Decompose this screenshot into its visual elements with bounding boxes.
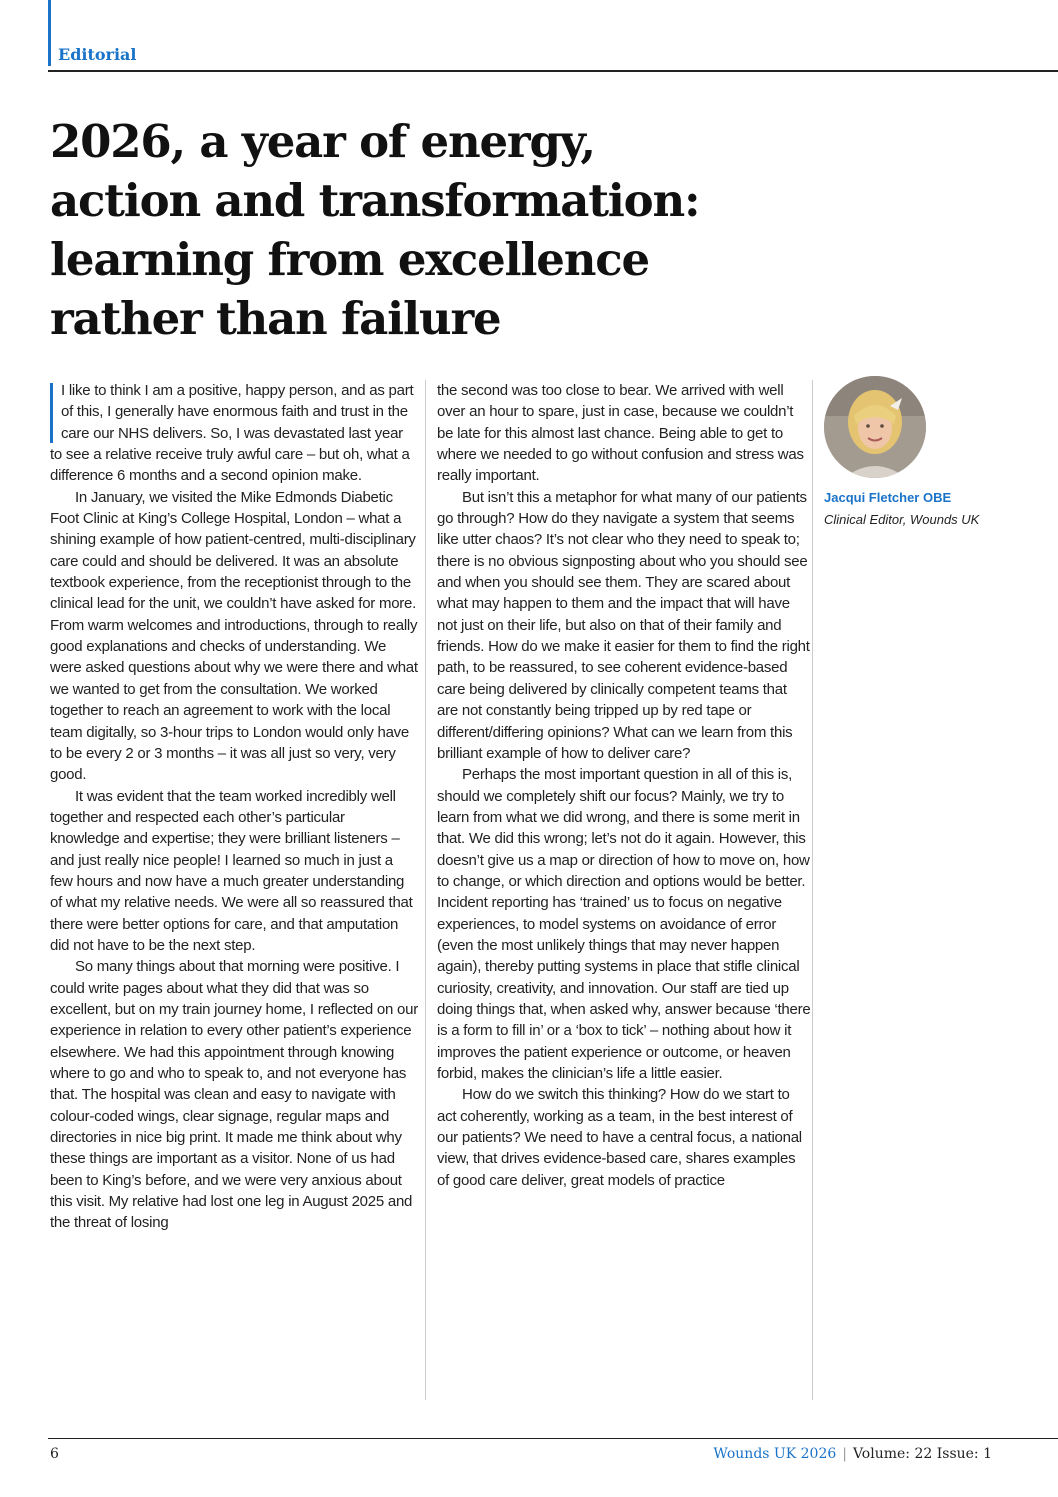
article-paragraph: How do we switch this thinking? How do we start to act coherently, working as a team, in the best interest of our patients? We need to have a central focus, a national view, that drives evidence-based care, shares examples of good care deliver, great models of practice [437, 1086, 802, 1189]
article-column-left [50, 380, 418, 1234]
article-paragraph: It was evident that the team worked incredibly well together and respected each other’s particular knowledge and expertise; they were brilliant listeners – and just really nice people! I learned so much in just a few hours and now have a much greater understanding of what my relative needs. We were all so reassured that there were better options for care, and that amputation did not have to be the next step. [50, 787, 413, 954]
page-number: 6 [50, 1446, 59, 1462]
article-title: 2026, a year of energy, action and transformation: learning from excellence rather than failure [50, 115, 700, 345]
column-divider [425, 380, 426, 1400]
article-paragraph: But isn’t this a metaphor for what many of our patients go through? How do they navigate a system that seems like utter chaos? It’s not clear who they need to speak to; there is no obvious signposting about who you should see and when you should see them. They are scared about what may happen to them and the impact that will have not just on their life, but also on that of their family and friends. How do we make it easier for them to find the right path, to be reassured, to see coherent evidence-based care being delivered by clinically competent teams that are not constantly being tripped up by red tape or different/differing opinions? What can we learn from this brilliant example of how to deliver care? [437, 488, 810, 762]
author-photo [824, 376, 926, 478]
author-photo-icon [824, 376, 926, 478]
article-paragraph: So many things about that morning were positive. I could write pages about what they did that was so excellent, but on my train journey home, I reflected on our experience in relation to every other patient’s experience elsewhere. We had this appointment through knowing where to go and who to speak to, and not everyone has that. The hospital was clean and easy to navigate with colour-coded wings, clear signage, regular maps and directories in nice big print. It made me think about why these things are important as a visitor. None of us had been to King’s before, and we were very anxious about this visit. My relative had lost one leg in August 2025 and the threat of losing [50, 958, 418, 1232]
footer-rule [48, 1438, 1058, 1439]
section-label: Editorial [58, 45, 137, 64]
section-accent-bar [48, 0, 51, 66]
footer-separator: | [842, 1446, 847, 1462]
article-paragraph: In January, we visited the Mike Edmonds Diabetic Foot Clinic at King’s College Hospital, London – what a shining example of how patient-centred, multi-disciplinary care could and should be delivered. It was an absolute textbook experience, from the receptionist through to the clinical lead for the unit, we couldn’t have asked for more. From warm welcomes and introductions, through to really good explanations and checks of understanding. We were asked questions about why we were there and what we wanted to get from the consultation. We worked together to reach an agreement to work with the local team digitally, so 3-hour trips to London would only have to be every 2 or 3 months – it was all just so very, very good. [50, 488, 418, 784]
article-paragraph: the second was too close to bear. We arrived with well over an hour to spare, just in case, because we couldn’t be late for this almost last chance. Being able to get to where we needed to go without confusion and stress was really important. [437, 382, 804, 485]
header-rule [48, 70, 1058, 72]
author-name: Jacqui Fletcher OBE [824, 490, 952, 505]
author-role: Clinical Editor, Wounds UK [824, 512, 980, 527]
footer-citation [713, 1446, 992, 1462]
footer-journal: Wounds UK 2026 [713, 1446, 837, 1462]
dropcap-accent-bar [50, 383, 53, 443]
article-column-right [437, 380, 811, 1191]
article-paragraph: Perhaps the most important question in all of this is, should we completely shift our focus? Mainly, we try to learn from what we did wrong, and there is some merit in that. We did this wrong; let’s not do it again. However, this doesn’t give us a map or direction of how to move on, how to change, or which direction and options would be better. Incident reporting has ‘trained’ us to focus on negative experiences, to model systems on avoidance of error (even the most unlikely things that may never happen again), thereby putting systems in place that stifle clinical curiosity, creativity, and innovation. Our staff are tied up doing things that, when asked why, answer because ‘there is a form to fill in’ or a ‘box to tick’ – nothing about how it improves the patient experience or outcome, or heaven forbid, makes the clinician’s life a little easier. [437, 766, 811, 1082]
column-divider [812, 380, 813, 1400]
footer-volume-issue: Volume: 22 Issue: 1 [852, 1446, 992, 1462]
article-paragraph: I like to think I am a positive, happy person, and as part of this, I generally have enormous faith and trust in the care our NHS delivers. So, I was devastated last year to see a relative receive truly awful care – but oh, what a difference 6 months and a second opinion make. [50, 382, 414, 485]
